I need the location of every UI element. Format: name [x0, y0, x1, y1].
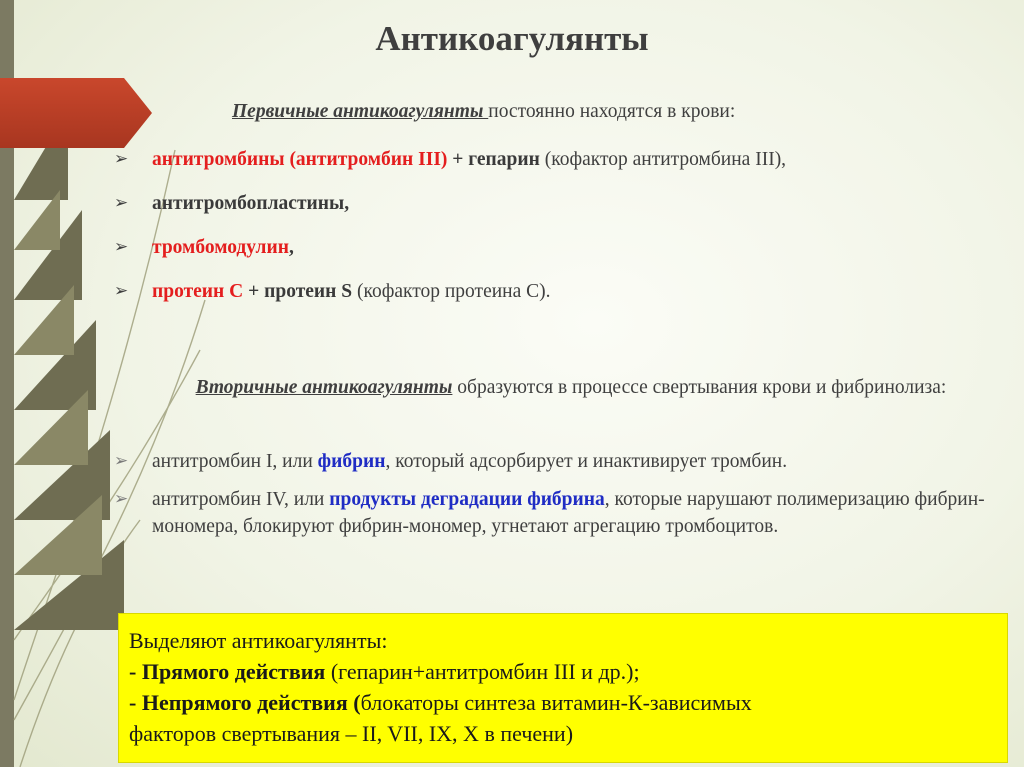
item-bold-text: протеин S [264, 281, 353, 302]
summary-direct-label: - Прямого действия [129, 659, 326, 684]
summary-line-2 [129, 656, 997, 687]
item-bold-text: гепарин [468, 149, 540, 170]
summary-highlight-box [118, 613, 1008, 763]
list-item [114, 146, 1004, 173]
item-red-text: антитромбины (антитромбин III) [152, 149, 448, 170]
item-blue-text: фибрин [317, 451, 386, 472]
item-plus: + [447, 149, 469, 170]
primary-anticoagulants-list [114, 146, 1004, 322]
list-item [114, 278, 1004, 305]
primary-term: Первичные антикоагулянты [232, 101, 489, 122]
arrowhead-bullet-icon: ➢ [114, 281, 129, 301]
item-plain-text: , которые нарушают полимеризацию фибрин-мономера, блокируют фибрин-мономер, угнетают агрегацию тромбоцитов. [152, 489, 985, 537]
item-plain-text: , который адсорбирует и инактивирует тромбин. [385, 451, 788, 472]
summary-indirect-text: блокаторы синтеза витамин-К-зависимых [360, 690, 752, 715]
item-red-text: тромбомодулин [152, 237, 289, 258]
list-item [114, 448, 1004, 475]
summary-line-1: Выделяют антикоагулянты: [129, 628, 388, 653]
page-title: Антикоагулянты [375, 19, 649, 58]
arrowhead-bullet-icon: ➢ [114, 451, 129, 471]
secondary-heading [150, 374, 992, 402]
list-item [114, 190, 1004, 217]
item-punctuation: , [288, 237, 294, 258]
item-plain-text: антитромбин I, или [152, 451, 318, 472]
arrowhead-bullet-icon: ➢ [114, 237, 129, 257]
item-plain-text: (кофактор антитромбина III), [539, 149, 787, 170]
title-banner [0, 78, 152, 148]
item-blue-text: продукты деградации фибрина [329, 489, 605, 510]
summary-line-3 [129, 687, 997, 718]
summary-direct-text: (гепарин+антитромбин III и др.); [325, 659, 640, 684]
list-item [114, 486, 1004, 540]
arrowhead-bullet-icon: ➢ [114, 489, 129, 509]
item-plus: + [243, 281, 265, 302]
list-item [114, 234, 1004, 261]
item-plain-text: (кофактор протеина С). [352, 281, 551, 302]
arrowhead-bullet-icon: ➢ [114, 149, 129, 169]
secondary-heading-rest: образуются в процессе свертывания крови и фибринолиза: [452, 377, 947, 398]
summary-indirect-label: - Непрямого действия ( [129, 690, 361, 715]
secondary-term: Вторичные антикоагулянты [195, 377, 453, 398]
arrowhead-bullet-icon: ➢ [114, 193, 129, 213]
summary-line-4: факторов свертывания – II, VII, IX, X в печени) [129, 721, 574, 746]
secondary-anticoagulants-list [114, 448, 1004, 551]
item-red-text: протеин С [152, 281, 244, 302]
primary-heading [232, 101, 735, 123]
item-plain-text: антитромбин IV, или [152, 489, 330, 510]
item-bold-text: антитромбопластины, [152, 193, 350, 214]
primary-heading-rest: постоянно находятся в крови: [488, 101, 736, 122]
